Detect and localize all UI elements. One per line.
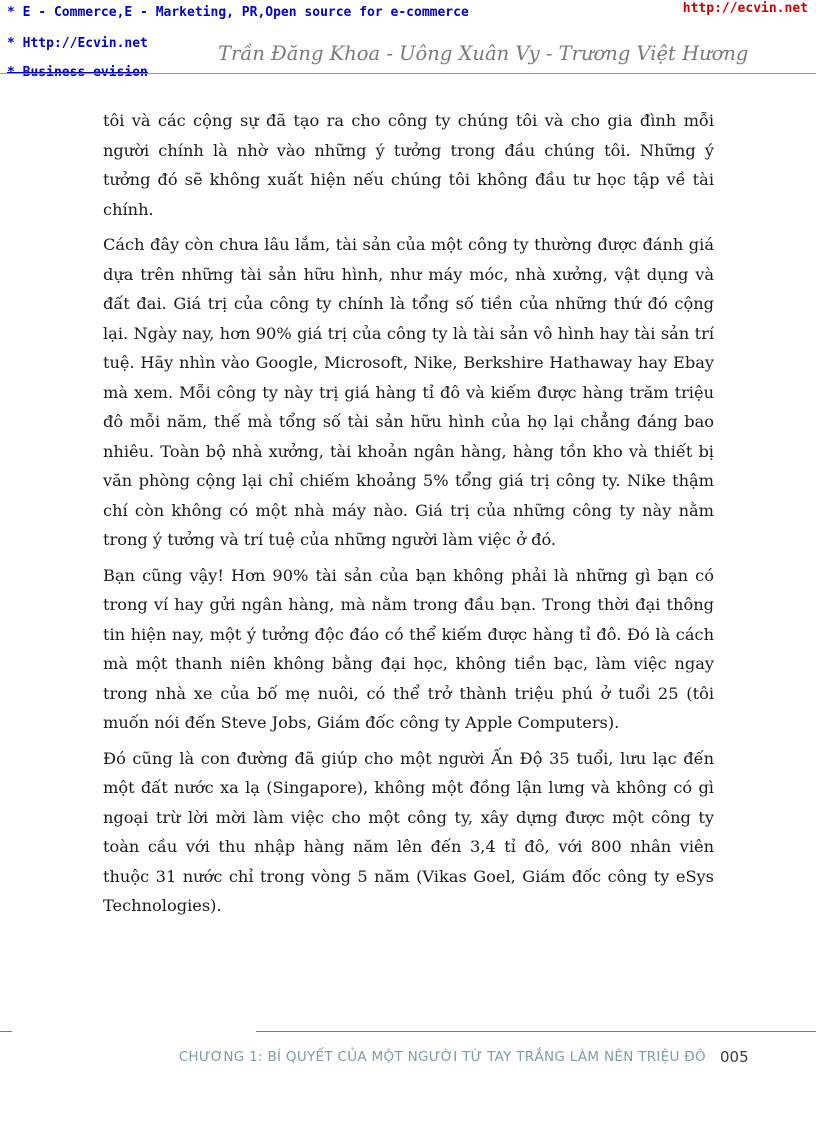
- body-text: [103, 106, 714, 927]
- running-header-authors: Trần Đăng Khoa - Uông Xuân Vy - Trương Việt Hương: [218, 42, 749, 65]
- paragraph-4: Đó cũng là con đường đã giúp cho một người Ấn Độ 35 tuổi, lưu lạc đến một đất nước xa lạ (Singapore), không một đồng lận lưng và không có gì ngoại trừ lời mời làm việc cho một công ty, xây dựng được một công ty toàn cầu với thu nhập hàng năm lên đến 3,4 tỉ đô, với 800 nhân viên thuộc 31 nước chỉ trong vòng 5 năm (Vikas Goel, Giám đốc công ty eSys Technologies).: [103, 748, 714, 915]
- paragraph-1: tôi và các cộng sự đã tạo ra cho công ty chúng tôi và cho gia đình mỗi người chính là nhờ vào những ý tưởng trong đầu chúng tôi. Những ý tưởng đó sẽ không xuất hiện nếu chúng tôi không đầu tư học tập về tài chính.: [103, 111, 714, 219]
- watermark-line-2: * Http://Ecvin.net: [7, 36, 148, 51]
- footer-divider-left: [0, 1031, 12, 1032]
- header-divider: [0, 73, 816, 74]
- page-number: 005: [720, 1048, 749, 1066]
- watermark-line-3: * Business evision: [7, 65, 148, 80]
- footer-divider: [256, 1031, 816, 1032]
- watermark-line-1: * E - Commerce,E - Marketing, PR,Open source for e-commerce: [7, 5, 469, 20]
- paragraph-2: Cách đây còn chưa lâu lắm, tài sản của một công ty thường được đánh giá dựa trên những tài sản hữu hình, như máy móc, nhà xưởng, vật dụng và đất đai. Giá trị của công ty chính là tổng số tiền của những thứ đó cộng lại. Ngày nay, hơn 90% giá trị của công ty là tài sản vô hình hay tài sản trí tuệ. Hãy nhìn vào Google, Microsoft, Nike, Berkshire Hathaway hay Ebay mà xem. Mỗi công ty này trị giá hàng tỉ đô và kiếm được hàng trăm triệu đô mỗi năm, thế mà tổng số tài sản hữu hình của họ lại chẳng đáng bao nhiêu. Toàn bộ nhà xưởng, tài khoản ngân hàng, hàng tồn kho và thiết bị văn phòng cộng lại chỉ chiếm khoảng 5% tổng giá trị công ty. Nike thậm chí còn không có một nhà máy nào. Giá trị của những công ty này nằm trong ý tưởng và trí tuệ của những người làm việc ở đó.: [103, 235, 714, 549]
- paragraph-3: Bạn cũng vậy! Hơn 90% tài sản của bạn không phải là những gì bạn có trong ví hay gửi ngân hàng, mà nằm trong đầu bạn. Trong thời đại thông tin hiện nay, một ý tưởng độc đáo có thể kiếm được hàng tỉ đô. Đó là cách mà một thanh niên không bằng đại học, không tiền bạc, làm việc ngay trong nhà xe của bố mẹ nuôi, có thể trở thành triệu phú ở tuổi 25 (tôi muốn nói đến Steve Jobs, Giám đốc công ty Apple Computers).: [103, 565, 714, 732]
- watermark-url: http://ecvin.net: [682, 1, 808, 16]
- footer-chapter-title: CHƯƠNG 1: BÍ QUYẾT CỦA MỘT NGƯỜI TỪ TAY TRẮNG LÀM NÊN TRIỆU ĐÔ: [178, 1049, 706, 1065]
